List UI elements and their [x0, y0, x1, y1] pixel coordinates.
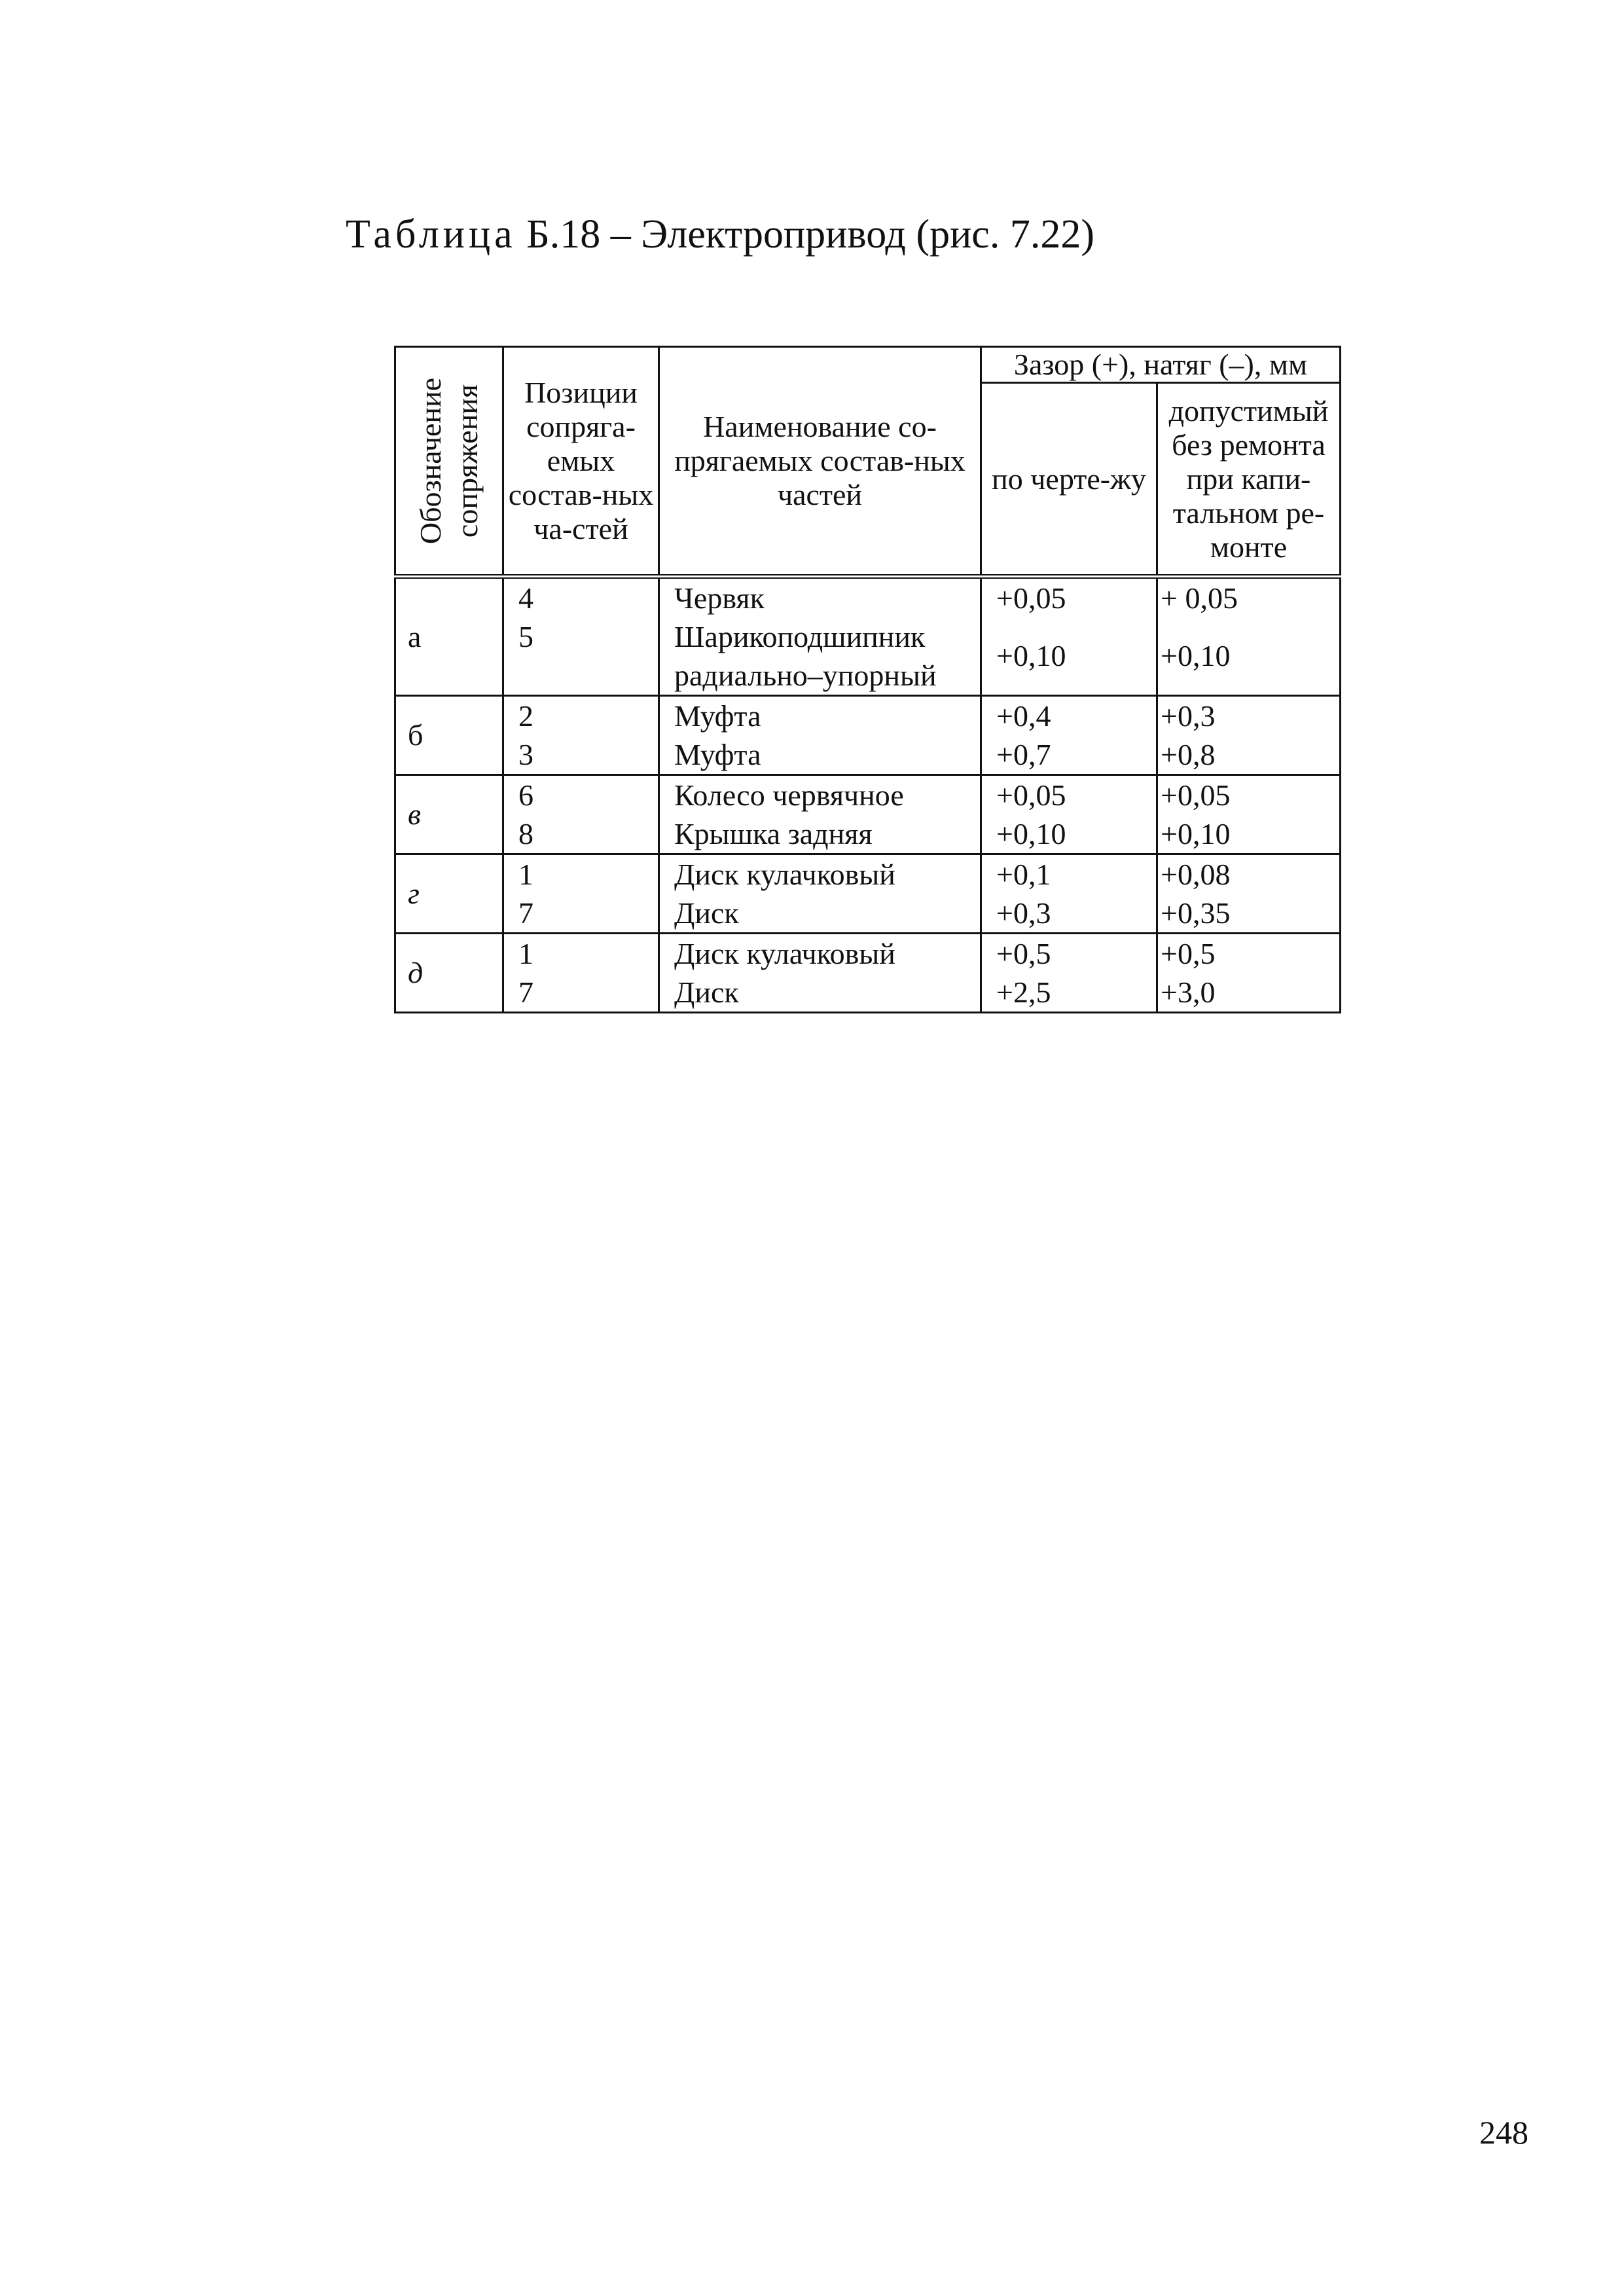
position-value: 2 [518, 699, 533, 733]
name-cell [659, 934, 981, 1013]
allowed-cell [1157, 775, 1341, 854]
drawing-cell [981, 854, 1157, 934]
allowed-cell [1157, 854, 1341, 934]
header-gap-group: Зазор (+), натяг (–), мм [981, 347, 1341, 383]
position-value: 1 [518, 858, 533, 891]
drawing-value: +0,3 [996, 896, 1051, 930]
header-by-drawing: по черте-жу [981, 383, 1157, 577]
table-row [395, 775, 1341, 854]
name-cell [659, 577, 981, 696]
drawing-cell [981, 934, 1157, 1013]
position-value: 7 [518, 975, 533, 1009]
spec-table [394, 346, 1341, 1013]
part-name: Диск [674, 896, 739, 930]
name-cell [659, 775, 981, 854]
table-caption [346, 208, 1094, 261]
table-row [395, 696, 1341, 775]
position-value: 4 [518, 581, 533, 615]
part-name: Колесо червячное [674, 778, 904, 812]
drawing-value: +0,05 [996, 581, 1066, 615]
designation-cell: а [395, 577, 503, 696]
header-designation [395, 347, 503, 577]
part-name: Крышка задняя [674, 817, 873, 850]
allowed-cell [1157, 934, 1341, 1013]
name-cell [659, 696, 981, 775]
name-cell [659, 854, 981, 934]
table-body [395, 577, 1341, 1013]
part-name: Муфта [674, 738, 761, 771]
caption-prefix: Таблица [346, 212, 516, 257]
allowed-value: +0,35 [1161, 896, 1231, 930]
allowed-value: +0,10 [1161, 639, 1231, 672]
spacer [518, 656, 654, 695]
designation-cell: д [395, 934, 503, 1013]
position-value: 6 [518, 778, 533, 812]
allowed-value: +0,05 [1161, 778, 1231, 812]
part-name: Червяк [674, 581, 765, 615]
header-positions: Позиции сопряга-емых состав-ных ча-стей [503, 347, 659, 577]
page-number: 248 [1479, 2114, 1528, 2151]
table-row [395, 934, 1341, 1013]
part-name: Диск [674, 975, 739, 1009]
part-name: Диск кулачковый [674, 937, 895, 970]
header-designation-label: Обозначение сопряжения [414, 377, 484, 545]
allowed-value: + 0,05 [1161, 581, 1238, 615]
allowed-value: +3,0 [1161, 975, 1216, 1009]
caption-text: Б.18 – Электропривод (рис. 7.22) [526, 212, 1094, 257]
allowed-value: +0,10 [1161, 817, 1231, 850]
drawing-value: +0,05 [996, 778, 1066, 812]
designation-cell: б [395, 696, 503, 775]
position-cell [503, 775, 659, 854]
designation-cell: в [395, 775, 503, 854]
drawing-cell [981, 577, 1157, 696]
table-row [395, 577, 1341, 696]
position-cell [503, 577, 659, 696]
header-allowed: допустимый без ремонта при капи-тальном ре-монте [1157, 383, 1341, 577]
part-name: Шарикоподшипник радиально–упорный [674, 620, 937, 692]
allowed-value: +0,8 [1161, 738, 1216, 771]
position-cell [503, 934, 659, 1013]
allowed-cell [1157, 577, 1341, 696]
table-row [395, 854, 1341, 934]
position-cell [503, 696, 659, 775]
part-name: Муфта [674, 699, 761, 733]
drawing-value: +0,7 [996, 738, 1051, 771]
drawing-value: +0,10 [996, 817, 1066, 850]
drawing-cell [981, 696, 1157, 775]
part-name: Диск кулачковый [674, 858, 895, 891]
allowed-value: +0,3 [1161, 699, 1216, 733]
header-name: Наименование со-прягаемых состав-ных частей [659, 347, 981, 577]
position-value: 1 [518, 937, 533, 970]
allowed-value: +0,5 [1161, 937, 1216, 970]
position-cell [503, 854, 659, 934]
designation-cell: г [395, 854, 503, 934]
drawing-value: +2,5 [996, 975, 1051, 1009]
drawing-cell [981, 775, 1157, 854]
position-value: 8 [518, 817, 533, 850]
allowed-cell [1157, 696, 1341, 775]
drawing-value: +0,10 [996, 639, 1066, 672]
position-value: 3 [518, 738, 533, 771]
drawing-value: +0,4 [996, 699, 1051, 733]
drawing-value: +0,1 [996, 858, 1051, 891]
position-value: 5 [518, 620, 533, 653]
position-value: 7 [518, 896, 533, 930]
allowed-value: +0,08 [1161, 858, 1231, 891]
table-header [395, 347, 1341, 577]
drawing-value: +0,5 [996, 937, 1051, 970]
